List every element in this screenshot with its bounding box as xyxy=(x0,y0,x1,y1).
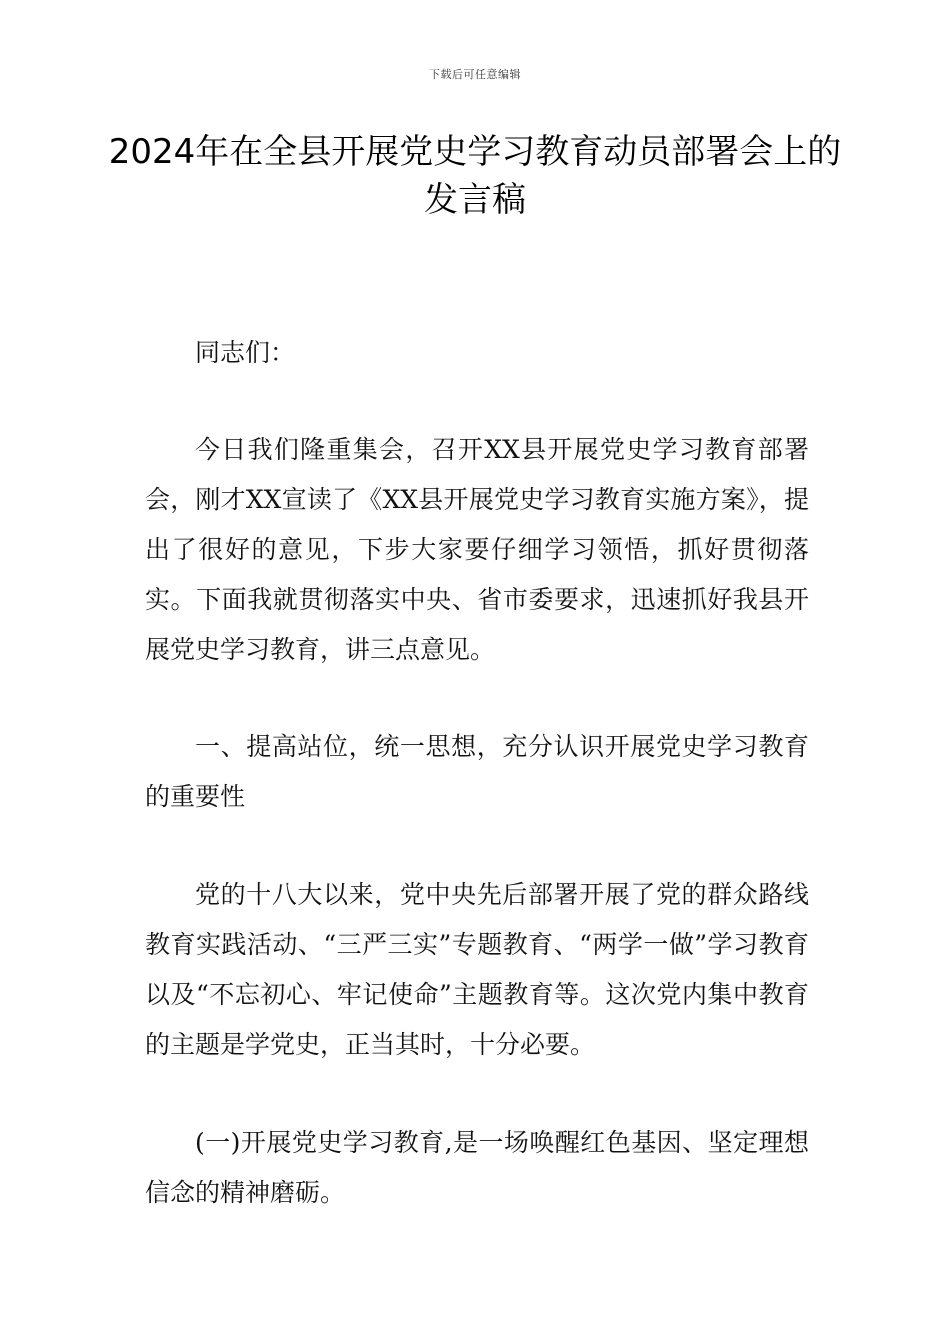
header-note: 下载后可任意编辑 xyxy=(429,68,521,81)
section-one-heading: 一、提高站位，统一思想，充分认识开展党史学习教育的重要性 xyxy=(145,732,809,811)
subsection-one-paragraph: (一)开展党史学习教育,是一场唤醒红色基因、坚定理想信念的精神磨砺。 xyxy=(145,1128,809,1207)
section-one-body-paragraph: 党的十八大以来，党中央先后部署开展了党的群众路线教育实践活动、“三严三实”专题教育、“两学一做”学习教育以及“不忘初心、牢记使命”主题教育等。这次党内集中教育的主题是学党史，正当其时，十分必要。 xyxy=(145,880,809,1059)
document-title: 2024年在全县开展党史学习教育动员部署会上的发言稿 xyxy=(108,132,842,220)
intro-paragraph: 今日我们隆重集会，召开XX县开展党史学习教育部署会，刚才XX宣读了《XX县开展党史学习教育实施方案》，提出了很好的意见，下步大家要仔细学习领悟，抓好贯彻落实。下面我就贯彻落实中央、省市委要求，迅速抓好我县开展党史学习教育，讲三点意见。 xyxy=(145,435,809,664)
greeting-paragraph: 同志们： xyxy=(195,338,296,367)
